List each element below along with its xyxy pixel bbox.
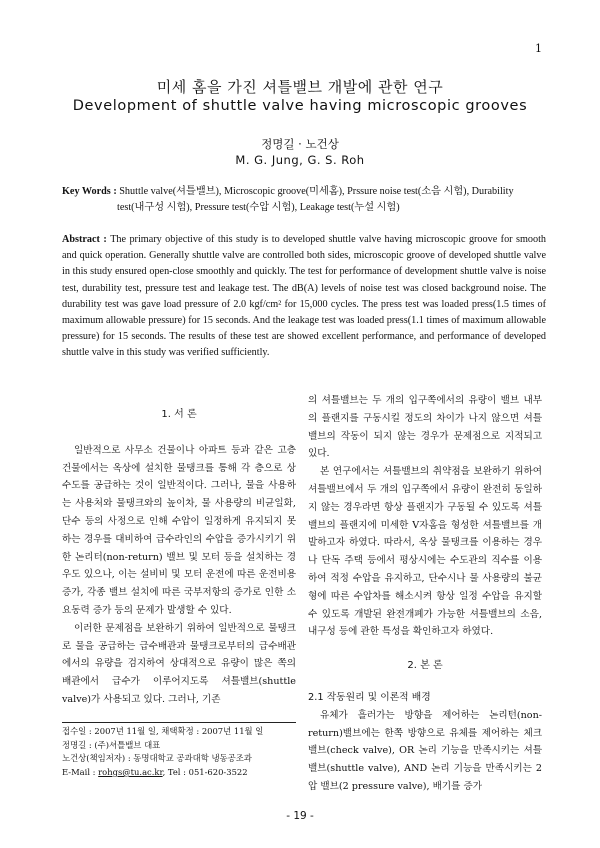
- authors-korean: 정명길 · 노건상: [261, 137, 339, 151]
- top-page-marker: 1: [535, 42, 542, 55]
- paragraph: 유체가 흘러가는 방향을 제어하는 논리턴(non-return)밸브에는 한쪽 방향으로 유체를 제어하는 체크밸브(check valve), OR 논리 기능을 만족시키는 셔틀밸브(shuttle valve), AND 논리 기능을 만족시키는 2압 밸브(2 pressure valve), 배기를 증가: [308, 709, 542, 792]
- subsection-body: [308, 707, 542, 796]
- right-column: [308, 392, 542, 796]
- keywords-line-1: [62, 184, 546, 200]
- abstract-text: The primary objective of this study is to developed shuttle valve having microscopic groove for smooth and quick operation. Generally shuttle valve are controlled both sides, microscopic groove of developed shuttle valve in this study ensured open-close smoothly and quickly. The test for performance of development shuttle valve is noise test, durability test, pressure test and leakage test. The dB(A) levels of noise test was closed background noise. The durability test was gave load pressure of 2.0 kgf/cm² for 15,000 cycles. The press test was loaded press(1.5 times of maximum allowable pressure) for 15 seconds. And the leakage test was loaded press(1.1 times of maximum allowable pressure) for 15 seconds. The results of these test are showed excellent performance, and performance of developed shuttle valve in this study was verified sufficiently.: [62, 234, 546, 359]
- footnote-author-1: 정명길 : (주)셔틀밸브 대표: [62, 739, 161, 750]
- section-heading-introduction: 1. 서 론: [161, 409, 197, 420]
- footnote-received: 접수일 : 2007년 11월 일, 채택확정 : 2007년 11월 일: [62, 726, 264, 736]
- page-number: - 19 -: [286, 810, 314, 822]
- abstract: [62, 232, 546, 362]
- footnote-contact: [62, 766, 296, 780]
- title-korean: 미세 홈을 가진 셔틀밸브 개발에 관한 연구: [156, 78, 444, 96]
- keywords: [62, 184, 546, 216]
- section-heading-main: 2. 본 론: [407, 660, 443, 672]
- keywords-label: Key Words :: [62, 186, 120, 197]
- keywords-text-2: test(내구성 시험), Pressure test(수압 시험), Leakage test(누설 시험): [117, 202, 400, 213]
- phone: , Tel : 051-620-3522: [162, 766, 248, 777]
- paragraph: 본 연구에서는 셔틀밸브의 취약점을 보완하기 위하여 셔틀밸브에서 두 개의 입구쪽에서 유량이 완전히 동일하지 않는 경우라면 항상 플랜지가 구동될 수 있도록 셔틀밸브의 플랜지에 미세한 V자홈을 형성한 셔틀밸브를 개발하고자 하였다. 따라서, 옥상 물탱크를 이용하는 경우나 단독 주택 등에서 평상시에는 수도관의 직수를 이용하여 적정 수압을 유지하고, 단수시나 물 사용량의 불균형에 따른 수압차를 해소시켜 항상 일정 수압을 유지할 수 있도록 개발된 완전개폐가 가능한 셔틀밸브의 소음, 내구성 등에 관한 특성을 확인하고자 하였다.: [308, 466, 542, 638]
- footnote-author-2: 노건상(책임저자) : 동명대학교 공과대학 냉동공조과: [62, 753, 252, 764]
- subsection-heading: 2.1 작동원리 및 이론적 배경: [308, 691, 431, 703]
- email-label: E-Mail :: [62, 766, 99, 777]
- email-link[interactable]: rohgs@tu.ac.kr: [98, 766, 163, 777]
- right-column-body: [308, 392, 542, 641]
- authors-english: M. G. Jung, G. S. Roh: [235, 153, 365, 167]
- left-column: [62, 392, 296, 709]
- keywords-text-1: Shuttle valve(셔틀밸브), Microscopic groove(미세홈), Prssure noise test(소음 시험), Durability: [119, 186, 514, 197]
- title-english: Development of shuttle valve having microscopic grooves: [72, 98, 528, 114]
- abstract-label: Abstract :: [62, 234, 111, 245]
- paragraph: 의 셔틀밸브는 두 개의 입구쪽에서의 유량이 밸브 내부의 플랜지를 구동시킬 정도의 차이가 나지 않으면 셔틀밸브의 작동이 되지 않는 경우가 문제점으로 지적되고 있다.: [308, 395, 542, 460]
- paragraph: 일반적으로 사무소 건물이나 아파트 등과 같은 고층 건물에서는 옥상에 설치한 물탱크를 통해 각 층으로 상수도를 공급하는 것이 일반적이다. 그러나, 물을 사용하는 사용처와 물탱크와의 높이차, 물 사용량의 비균일화, 단수 등의 사정으로 인해 수압이 일정하게 유지되지 못하는 경우를 대비하여 급수라인의 수압을 증가시키기 위한 논리터(non-return) 밸브 및 모터 등을 설치하는 경우도 있으나, 이는 설비비 및 모터 운전에 따른 운전비용 증가, 각종 밸브 설치에 따른 국부저항의 증가로 인한 소요동력 증가 등의 문제가 발생할 수 있다.: [62, 444, 296, 616]
- footnote: [62, 722, 296, 779]
- introduction-body: [62, 442, 296, 709]
- paragraph: 이러한 문제점을 보완하기 위하여 일반적으로 물탱크로 물을 공급하는 급수배관과 물탱크로부터의 급수배관에서의 유량을 검지하여 상대적으로 유량이 많은 쪽의 배관에서 급수가 이루어지도록 셔틀밸브(shuttle valve)가 사용되고 있다. 그러나, 기존: [62, 622, 296, 705]
